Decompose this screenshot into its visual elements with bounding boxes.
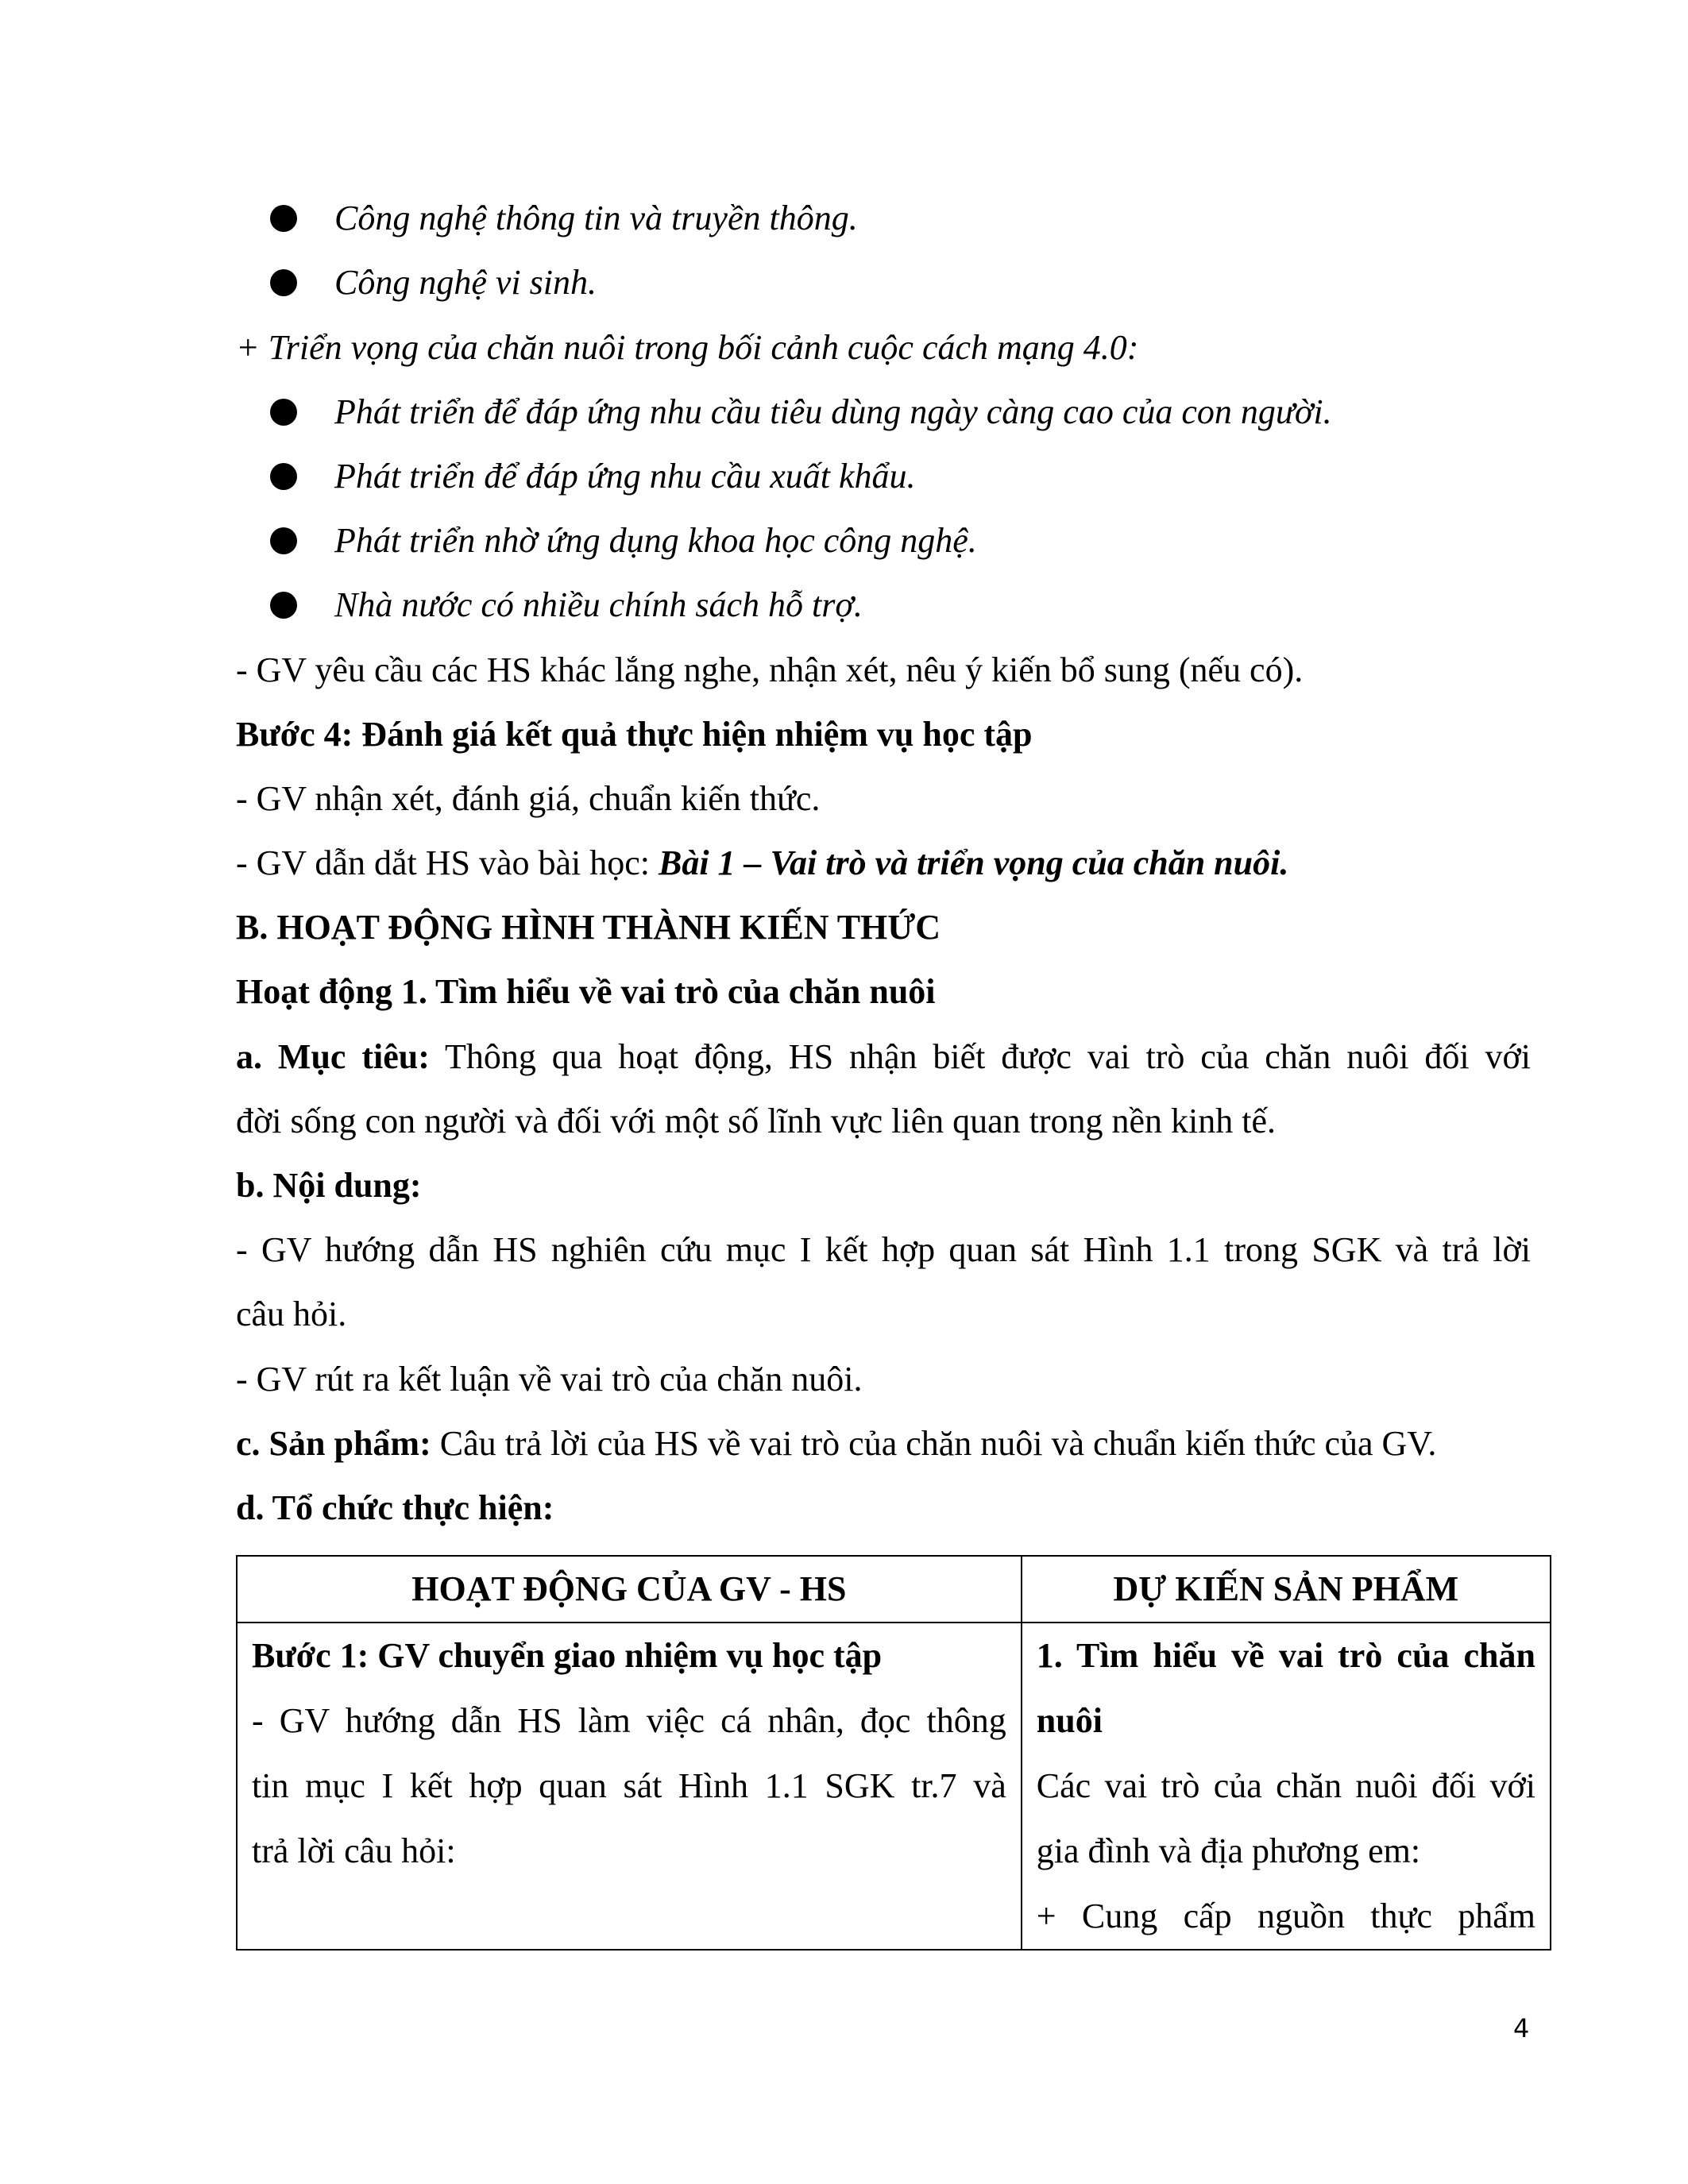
bullet-icon xyxy=(270,592,297,619)
content-line-3: - GV rút ra kết luận về vai trò của chăn nuôi. xyxy=(236,1360,863,1399)
product-label: c. Sản phẩm: xyxy=(236,1424,431,1463)
right-text-line: + Cung cấp nguồn thực phẩm xyxy=(1036,1897,1535,1935)
bullet-icon xyxy=(270,205,297,232)
bullet-icon xyxy=(270,269,297,296)
activity-table xyxy=(236,1555,1551,1951)
lesson-title: Bài 1 – Vai trò và triển vọng của chăn nuôi. xyxy=(658,843,1289,882)
right-text-line: gia đình và địa phương em: xyxy=(1036,1831,1421,1870)
gv-request: - GV yêu cầu các HS khác lắng nghe, nhận xét, nêu ý kiến bổ sung (nếu có). xyxy=(236,650,1304,689)
table-header-row xyxy=(237,1556,1551,1623)
bullet-icon xyxy=(270,463,297,490)
objective-text: Thông qua hoạt động, HS nhận biết được vai trò của chăn nuôi đối với xyxy=(429,1037,1532,1076)
bullet-item: Phát triển để đáp ứng nhu cầu xuất khẩu. xyxy=(334,457,916,496)
gv-lead xyxy=(236,831,1531,896)
bullet-icon xyxy=(270,399,297,426)
gv-evaluate: - GV nhận xét, đánh giá, chuẩn kiến thức. xyxy=(236,779,821,818)
table-cell-right xyxy=(1022,1623,1551,1950)
table-row xyxy=(237,1623,1551,1950)
step1-heading: Bước 1: GV chuyển giao nhiệm vụ học tập xyxy=(252,1636,883,1675)
organize-label: d. Tổ chức thực hiện: xyxy=(236,1488,554,1527)
table-header-left: HOẠT ĐỘNG CỦA GV - HS xyxy=(237,1556,1022,1623)
bullet-icon xyxy=(270,527,297,554)
right-text-line: Các vai trò của chăn nuôi đối với xyxy=(1036,1766,1535,1805)
left-text-line: tin mục I kết hợp quan sát Hình 1.1 SGK tr.7 và xyxy=(252,1766,1006,1805)
right-title-line: 1. Tìm hiểu về vai trò của chăn xyxy=(1036,1636,1535,1675)
step4-heading: Bước 4: Đánh giá kết quả thực hiện nhiệm vụ học tập xyxy=(236,715,1033,754)
bullet-item: Phát triển nhờ ứng dụng khoa học công nghệ. xyxy=(334,521,977,560)
right-title-line: nuôi xyxy=(1036,1701,1103,1740)
table-header-right: DỰ KIẾN SẢN PHẨM xyxy=(1022,1556,1551,1623)
left-text-line: trả lời câu hỏi: xyxy=(252,1831,456,1870)
prospect-heading: + Triển vọng của chăn nuôi trong bối cảnh cuộc cách mạng 4.0: xyxy=(236,328,1139,367)
product-line xyxy=(236,1411,1531,1476)
activity1-heading: Hoạt động 1. Tìm hiểu về vai trò của chăn nuôi xyxy=(236,972,936,1011)
bullet-item: Phát triển để đáp ứng nhu cầu tiêu dùng ngày càng cao của con người. xyxy=(334,392,1332,431)
content-line-2: câu hỏi. xyxy=(236,1295,347,1333)
objective-label: a. Mục tiêu: xyxy=(236,1037,430,1076)
bullet-item: Công nghệ vi sinh. xyxy=(334,263,597,302)
product-text: Câu trả lời của HS về vai trò của chăn nuôi và chuẩn kiến thức của GV. xyxy=(431,1424,1437,1463)
objective-line xyxy=(236,1024,1531,1090)
objective-line-2: đời sống con người và đối với một số lĩnh vực liên quan trong nền kinh tế. xyxy=(236,1102,1277,1140)
content-label: b. Nội dung: xyxy=(236,1166,422,1205)
content-line-1: - GV hướng dẫn HS nghiên cứu mục I kết hợp quan sát Hình 1.1 trong SGK và trả lời xyxy=(236,1230,1531,1269)
page-number: 4 xyxy=(1513,2013,1530,2043)
gv-lead-prefix: - GV dẫn dắt HS vào bài học: xyxy=(236,843,659,882)
bullet-item: Nhà nước có nhiều chính sách hỗ trợ. xyxy=(334,585,863,624)
table-cell-left xyxy=(237,1623,1022,1950)
left-text-line: - GV hướng dẫn HS làm việc cá nhân, đọc thông xyxy=(252,1701,1006,1740)
bullet-item: Công nghệ thông tin và truyền thông. xyxy=(334,199,858,237)
section-b-heading: B. HOẠT ĐỘNG HÌNH THÀNH KIẾN THỨC xyxy=(236,908,941,947)
